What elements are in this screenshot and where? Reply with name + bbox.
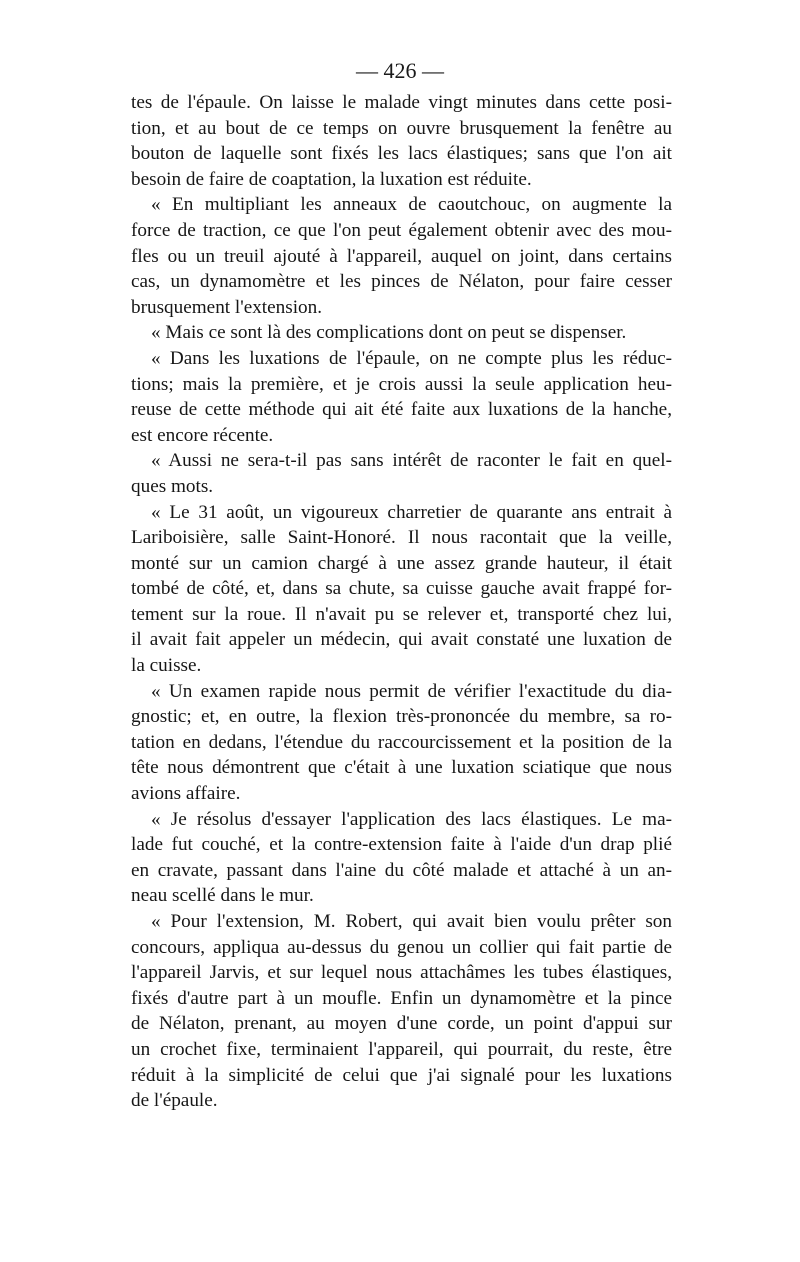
- text-line: neau scellé dans le mur.: [131, 885, 314, 907]
- page-number: — 426 —: [356, 58, 444, 83]
- text-line: brusquement l'extension.: [131, 296, 323, 318]
- text-line: force de traction, ce que l'on peut également obtenir avec des mou-: [131, 219, 672, 241]
- text-line: réduit à la simplicité de celui que j'ai signalé pour les luxations: [131, 1064, 672, 1086]
- body-text: [131, 90, 672, 1114]
- text-line: cas, un dynamomètre et les pinces de Nélaton, pour faire cesser: [131, 271, 672, 293]
- text-line: fles ou un treuil ajouté à l'appareil, auquel on joint, dans certains: [131, 245, 672, 267]
- text-line: gnostic; et, en outre, la flexion très-prononcée du membre, sa ro-: [131, 706, 672, 728]
- text-line: tation en dedans, l'étendue du raccourcissement et la position de la: [131, 731, 672, 753]
- text-line: Lariboisière, salle Saint-Honoré. Il nous racontait que la veille,: [131, 527, 672, 549]
- text-line: de Nélaton, prenant, au moyen d'une corde, un point d'appui sur: [131, 1013, 672, 1035]
- text-line: « Le 31 août, un vigoureux charretier de quarante ans entrait à: [151, 501, 672, 523]
- text-line: bouton de laquelle sont fixés les lacs élastiques; sans que l'on ait: [131, 143, 672, 165]
- text-line: ques mots.: [131, 475, 214, 497]
- text-line: avions affaire.: [131, 783, 241, 805]
- text-line: reuse de cette méthode qui ait été faite aux luxations de la hanche,: [131, 399, 672, 421]
- text-line: un crochet fixe, terminaient l'appareil, qui pourrait, du reste, être: [131, 1038, 672, 1060]
- text-line: est encore récente.: [131, 424, 274, 446]
- text-line: tombé de côté, et, dans sa chute, sa cuisse gauche avait frappé for-: [131, 578, 672, 600]
- text-line: tion, et au bout de ce temps on ouvre brusquement la fenêtre au: [131, 117, 672, 139]
- text-line: « Pour l'extension, M. Robert, qui avait bien voulu prêter son: [151, 911, 672, 932]
- text-line: tement sur la roue. Il n'avait pu se relever et, transporté chez lui,: [131, 603, 672, 625]
- text-line: concours, appliqua au-dessus du genou un collier qui fait partie de: [131, 936, 672, 958]
- text-line: de l'épaule.: [131, 1090, 218, 1112]
- text-line: fixés d'autre part à un moufle. Enfin un dynamomètre et la pince: [131, 987, 672, 1009]
- text-line: « En multipliant les anneaux de caoutchouc, on augmente la: [151, 194, 672, 216]
- text-line: la cuisse.: [131, 655, 202, 677]
- text-line: tête nous démontrent que c'était à une luxation sciatique que nous: [131, 757, 672, 779]
- text-line: « Un examen rapide nous permit de vérifier l'exactitude du dia-: [151, 680, 672, 702]
- text-line: lade fut couché, et la contre-extension faite à l'aide d'un drap plié: [131, 834, 672, 856]
- text-line: il avait fait appeler un médecin, qui avait constaté une luxation de: [131, 629, 672, 651]
- text-line: « Dans les luxations de l'épaule, on ne compte plus les réduc-: [151, 347, 672, 369]
- text-line: « Aussi ne sera-t-il pas sans intérêt de raconter le fait en quel-: [151, 450, 672, 472]
- text-line: « Mais ce sont là des complications dont on peut se dispenser.: [151, 322, 627, 344]
- text-line: l'appareil Jarvis, et sur lequel nous attachâmes les tubes élastiques,: [131, 962, 672, 984]
- text-line: « Je résolus d'essayer l'application des lacs élastiques. Le ma-: [151, 808, 672, 830]
- text-line: tes de l'épaule. On laisse le malade vingt minutes dans cette posi-: [131, 92, 672, 113]
- text-line: monté sur un camion chargé à une assez grande hauteur, il était: [131, 552, 672, 574]
- text-line: tions; mais la première, et je crois aussi la seule application heu-: [131, 373, 672, 395]
- text-line: en cravate, passant dans l'aine du côté malade et attaché à un an-: [131, 859, 672, 881]
- text-line: besoin de faire de coaptation, la luxation est réduite.: [131, 168, 532, 190]
